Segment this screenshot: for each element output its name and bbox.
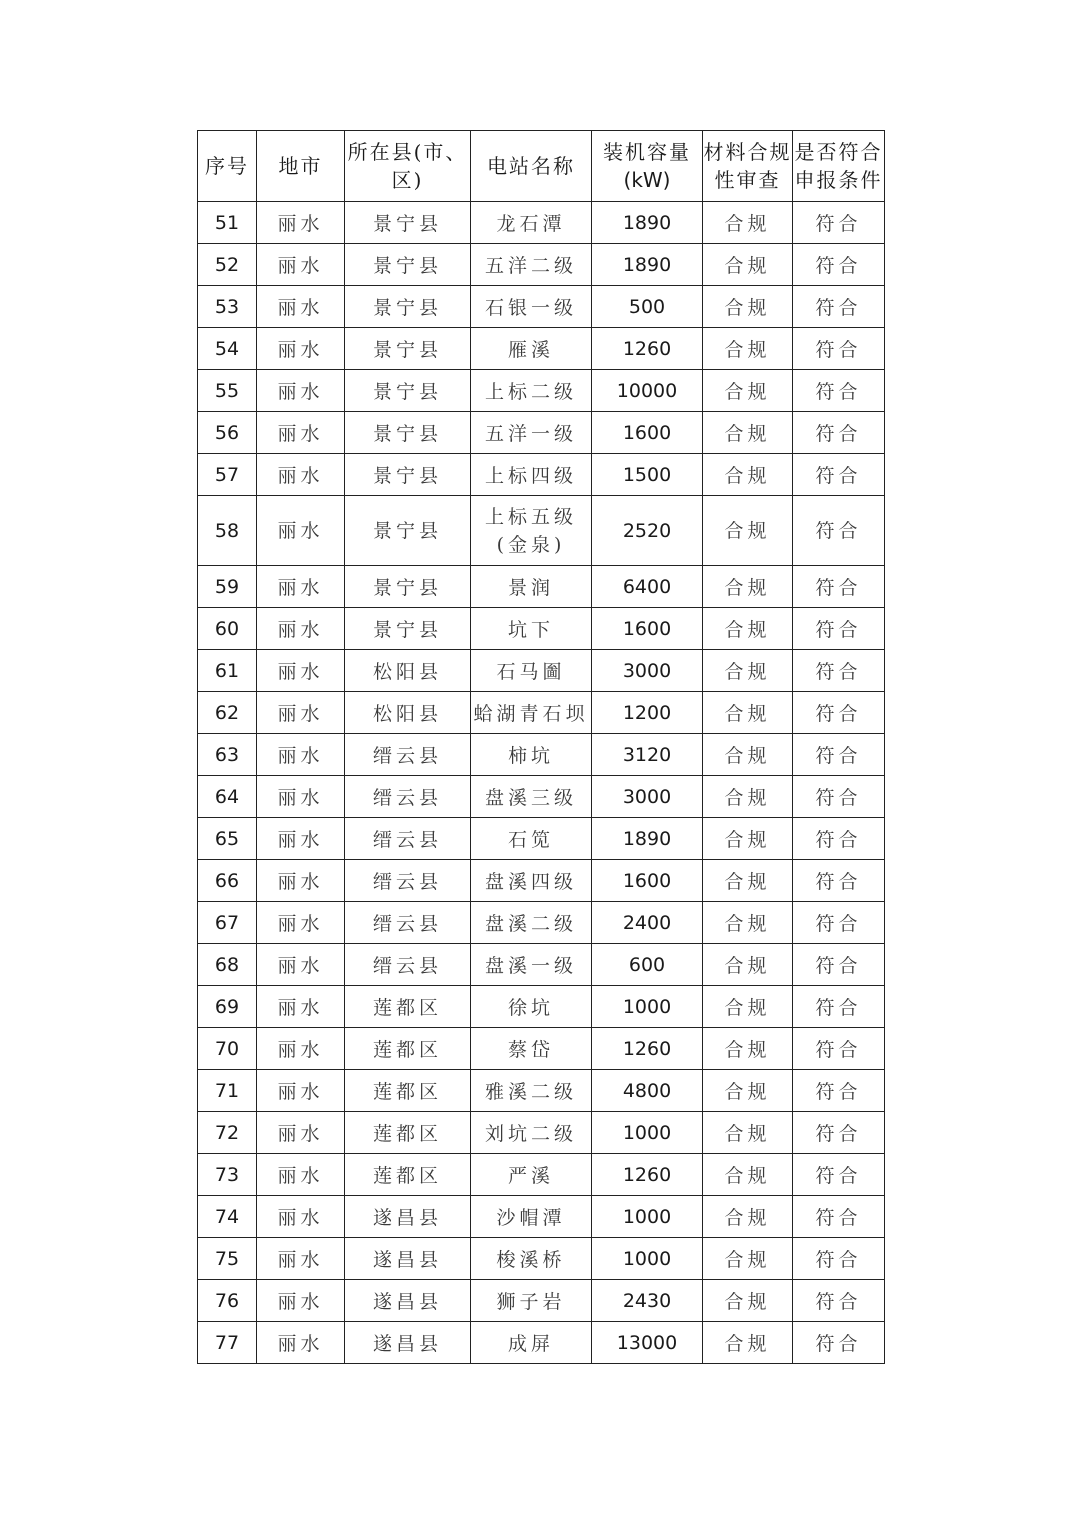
cell-city: 丽水	[257, 1070, 345, 1112]
cell-compliance: 合规	[703, 776, 793, 818]
cell-qualified: 符合	[793, 860, 885, 902]
cell-compliance: 合规	[703, 818, 793, 860]
cell-city: 丽水	[257, 202, 345, 244]
cell-station: 坑下	[471, 608, 592, 650]
cell-county: 遂昌县	[345, 1196, 471, 1238]
cell-city: 丽水	[257, 1322, 345, 1364]
cell-capacity: 1260	[592, 328, 703, 370]
cell-seq: 55	[198, 370, 257, 412]
cell-city: 丽水	[257, 776, 345, 818]
cell-compliance: 合规	[703, 566, 793, 608]
cell-compliance: 合规	[703, 944, 793, 986]
table-row	[198, 692, 885, 734]
cell-seq: 61	[198, 650, 257, 692]
cell-capacity: 600	[592, 944, 703, 986]
cell-qualified: 符合	[793, 692, 885, 734]
cell-seq: 70	[198, 1028, 257, 1070]
cell-capacity: 2400	[592, 902, 703, 944]
cell-compliance: 合规	[703, 1070, 793, 1112]
table-row	[198, 1280, 885, 1322]
cell-compliance: 合规	[703, 496, 793, 566]
table-row	[198, 860, 885, 902]
cell-county: 景宁县	[345, 496, 471, 566]
cell-qualified: 符合	[793, 1238, 885, 1280]
table-row	[198, 454, 885, 496]
cell-city: 丽水	[257, 818, 345, 860]
cell-capacity: 13000	[592, 1322, 703, 1364]
table-header	[198, 131, 885, 202]
cell-compliance: 合规	[703, 1154, 793, 1196]
cell-county: 松阳县	[345, 650, 471, 692]
cell-seq: 56	[198, 412, 257, 454]
cell-station: 盘溪二级	[471, 902, 592, 944]
table-row	[198, 1154, 885, 1196]
cell-seq: 60	[198, 608, 257, 650]
cell-county: 莲都区	[345, 1028, 471, 1070]
cell-compliance: 合规	[703, 1112, 793, 1154]
cell-capacity: 4800	[592, 1070, 703, 1112]
cell-county: 莲都区	[345, 1070, 471, 1112]
cell-capacity: 1000	[592, 986, 703, 1028]
cell-county: 景宁县	[345, 286, 471, 328]
cell-compliance: 合规	[703, 412, 793, 454]
cell-seq: 51	[198, 202, 257, 244]
cell-county: 景宁县	[345, 370, 471, 412]
cell-capacity: 1890	[592, 244, 703, 286]
cell-city: 丽水	[257, 566, 345, 608]
cell-capacity: 1000	[592, 1238, 703, 1280]
table-body	[198, 202, 885, 1364]
cell-city: 丽水	[257, 496, 345, 566]
cell-county: 遂昌县	[345, 1238, 471, 1280]
cell-compliance: 合规	[703, 1238, 793, 1280]
cell-capacity: 1890	[592, 202, 703, 244]
cell-seq: 52	[198, 244, 257, 286]
cell-capacity: 1600	[592, 860, 703, 902]
cell-capacity: 1260	[592, 1028, 703, 1070]
cell-qualified: 符合	[793, 1112, 885, 1154]
cell-qualified: 符合	[793, 1070, 885, 1112]
table-row	[198, 1028, 885, 1070]
cell-station: 上标四级	[471, 454, 592, 496]
cell-station: 蔡岱	[471, 1028, 592, 1070]
cell-station: 盘溪一级	[471, 944, 592, 986]
cell-station: 景润	[471, 566, 592, 608]
cell-qualified: 符合	[793, 902, 885, 944]
cell-seq: 77	[198, 1322, 257, 1364]
cell-qualified: 符合	[793, 412, 885, 454]
table-row	[198, 1196, 885, 1238]
cell-seq: 64	[198, 776, 257, 818]
cell-station: 上标五级 (金泉)	[471, 496, 592, 566]
cell-qualified: 符合	[793, 734, 885, 776]
table-row	[198, 202, 885, 244]
cell-station: 柿坑	[471, 734, 592, 776]
cell-compliance: 合规	[703, 902, 793, 944]
cell-capacity: 10000	[592, 370, 703, 412]
cell-seq: 74	[198, 1196, 257, 1238]
cell-compliance: 合规	[703, 328, 793, 370]
header-capacity: 装机容量 (kW)	[592, 131, 703, 202]
cell-qualified: 符合	[793, 1280, 885, 1322]
cell-station: 梭溪桥	[471, 1238, 592, 1280]
cell-seq: 53	[198, 286, 257, 328]
table-row	[198, 944, 885, 986]
cell-seq: 68	[198, 944, 257, 986]
cell-seq: 54	[198, 328, 257, 370]
cell-seq: 71	[198, 1070, 257, 1112]
table-row	[198, 286, 885, 328]
cell-qualified: 符合	[793, 608, 885, 650]
cell-city: 丽水	[257, 608, 345, 650]
table-row	[198, 244, 885, 286]
cell-qualified: 符合	[793, 496, 885, 566]
cell-station: 石马圗	[471, 650, 592, 692]
cell-city: 丽水	[257, 454, 345, 496]
cell-county: 松阳县	[345, 692, 471, 734]
cell-county: 景宁县	[345, 412, 471, 454]
cell-city: 丽水	[257, 412, 345, 454]
table-row	[198, 776, 885, 818]
cell-county: 缙云县	[345, 860, 471, 902]
cell-seq: 63	[198, 734, 257, 776]
cell-compliance: 合规	[703, 1028, 793, 1070]
cell-capacity: 1890	[592, 818, 703, 860]
cell-capacity: 3000	[592, 650, 703, 692]
cell-qualified: 符合	[793, 1028, 885, 1070]
station-table	[197, 130, 885, 1364]
cell-county: 莲都区	[345, 1112, 471, 1154]
cell-city: 丽水	[257, 328, 345, 370]
cell-compliance: 合规	[703, 1196, 793, 1238]
cell-qualified: 符合	[793, 944, 885, 986]
cell-compliance: 合规	[703, 860, 793, 902]
table-row	[198, 1322, 885, 1364]
cell-compliance: 合规	[703, 734, 793, 776]
cell-capacity: 2520	[592, 496, 703, 566]
cell-county: 缙云县	[345, 734, 471, 776]
cell-station: 雅溪二级	[471, 1070, 592, 1112]
table-row	[198, 608, 885, 650]
cell-station: 五洋一级	[471, 412, 592, 454]
cell-station: 石银一级	[471, 286, 592, 328]
cell-capacity: 1000	[592, 1112, 703, 1154]
cell-station: 狮子岩	[471, 1280, 592, 1322]
header-station: 电站名称	[471, 131, 592, 202]
cell-city: 丽水	[257, 244, 345, 286]
cell-qualified: 符合	[793, 986, 885, 1028]
header-qualified: 是否符合 申报条件	[793, 131, 885, 202]
cell-county: 缙云县	[345, 902, 471, 944]
cell-city: 丽水	[257, 1112, 345, 1154]
cell-county: 莲都区	[345, 1154, 471, 1196]
cell-city: 丽水	[257, 1154, 345, 1196]
cell-county: 缙云县	[345, 818, 471, 860]
cell-station: 蛤湖青石坝	[471, 692, 592, 734]
cell-capacity: 2430	[592, 1280, 703, 1322]
cell-qualified: 符合	[793, 244, 885, 286]
header-row	[198, 131, 885, 202]
cell-city: 丽水	[257, 944, 345, 986]
cell-seq: 58	[198, 496, 257, 566]
table-row	[198, 328, 885, 370]
cell-capacity: 1600	[592, 608, 703, 650]
cell-qualified: 符合	[793, 328, 885, 370]
cell-qualified: 符合	[793, 566, 885, 608]
cell-qualified: 符合	[793, 1154, 885, 1196]
cell-station: 刘坑二级	[471, 1112, 592, 1154]
cell-compliance: 合规	[703, 454, 793, 496]
header-city: 地市	[257, 131, 345, 202]
cell-qualified: 符合	[793, 1196, 885, 1238]
cell-capacity: 500	[592, 286, 703, 328]
cell-capacity: 1600	[592, 412, 703, 454]
cell-qualified: 符合	[793, 818, 885, 860]
header-county: 所在县(市、 区)	[345, 131, 471, 202]
table-row	[198, 650, 885, 692]
cell-capacity: 1260	[592, 1154, 703, 1196]
cell-county: 遂昌县	[345, 1322, 471, 1364]
cell-compliance: 合规	[703, 1280, 793, 1322]
table-row	[198, 1112, 885, 1154]
cell-county: 莲都区	[345, 986, 471, 1028]
cell-station: 上标二级	[471, 370, 592, 412]
cell-compliance: 合规	[703, 986, 793, 1028]
cell-seq: 76	[198, 1280, 257, 1322]
cell-county: 景宁县	[345, 566, 471, 608]
cell-qualified: 符合	[793, 370, 885, 412]
table-row	[198, 734, 885, 776]
header-compliance: 材料合规 性审查	[703, 131, 793, 202]
table-row	[198, 496, 885, 566]
cell-county: 景宁县	[345, 328, 471, 370]
cell-station: 石笕	[471, 818, 592, 860]
cell-compliance: 合规	[703, 370, 793, 412]
table-row	[198, 818, 885, 860]
cell-capacity: 3000	[592, 776, 703, 818]
table-row	[198, 412, 885, 454]
cell-city: 丽水	[257, 902, 345, 944]
cell-station: 成屏	[471, 1322, 592, 1364]
cell-seq: 75	[198, 1238, 257, 1280]
cell-county: 景宁县	[345, 202, 471, 244]
cell-seq: 65	[198, 818, 257, 860]
cell-station: 盘溪三级	[471, 776, 592, 818]
table-row	[198, 370, 885, 412]
cell-city: 丽水	[257, 986, 345, 1028]
cell-station: 盘溪四级	[471, 860, 592, 902]
cell-seq: 67	[198, 902, 257, 944]
cell-county: 景宁县	[345, 608, 471, 650]
cell-city: 丽水	[257, 860, 345, 902]
table-row	[198, 1070, 885, 1112]
cell-qualified: 符合	[793, 202, 885, 244]
cell-county: 景宁县	[345, 244, 471, 286]
cell-seq: 59	[198, 566, 257, 608]
cell-city: 丽水	[257, 734, 345, 776]
cell-city: 丽水	[257, 1196, 345, 1238]
table-row	[198, 902, 885, 944]
cell-seq: 62	[198, 692, 257, 734]
cell-county: 遂昌县	[345, 1280, 471, 1322]
cell-station: 徐坑	[471, 986, 592, 1028]
cell-city: 丽水	[257, 286, 345, 328]
cell-capacity: 1500	[592, 454, 703, 496]
cell-compliance: 合规	[703, 650, 793, 692]
cell-compliance: 合规	[703, 692, 793, 734]
table-row	[198, 986, 885, 1028]
cell-station: 雁溪	[471, 328, 592, 370]
cell-city: 丽水	[257, 650, 345, 692]
cell-qualified: 符合	[793, 650, 885, 692]
cell-capacity: 1200	[592, 692, 703, 734]
table-row	[198, 566, 885, 608]
cell-station: 龙石潭	[471, 202, 592, 244]
cell-compliance: 合规	[703, 244, 793, 286]
cell-qualified: 符合	[793, 286, 885, 328]
cell-city: 丽水	[257, 1028, 345, 1070]
cell-seq: 69	[198, 986, 257, 1028]
cell-compliance: 合规	[703, 608, 793, 650]
cell-county: 缙云县	[345, 944, 471, 986]
cell-county: 缙云县	[345, 776, 471, 818]
cell-seq: 66	[198, 860, 257, 902]
cell-qualified: 符合	[793, 1322, 885, 1364]
cell-city: 丽水	[257, 1280, 345, 1322]
cell-station: 沙帽潭	[471, 1196, 592, 1238]
cell-capacity: 3120	[592, 734, 703, 776]
cell-capacity: 1000	[592, 1196, 703, 1238]
cell-compliance: 合规	[703, 202, 793, 244]
header-seq: 序号	[198, 131, 257, 202]
cell-compliance: 合规	[703, 1322, 793, 1364]
table-row	[198, 1238, 885, 1280]
cell-county: 景宁县	[345, 454, 471, 496]
cell-qualified: 符合	[793, 454, 885, 496]
cell-station: 严溪	[471, 1154, 592, 1196]
cell-city: 丽水	[257, 370, 345, 412]
cell-seq: 72	[198, 1112, 257, 1154]
cell-compliance: 合规	[703, 286, 793, 328]
cell-capacity: 6400	[592, 566, 703, 608]
cell-city: 丽水	[257, 1238, 345, 1280]
cell-seq: 57	[198, 454, 257, 496]
cell-qualified: 符合	[793, 776, 885, 818]
cell-station: 五洋二级	[471, 244, 592, 286]
cell-city: 丽水	[257, 692, 345, 734]
cell-seq: 73	[198, 1154, 257, 1196]
